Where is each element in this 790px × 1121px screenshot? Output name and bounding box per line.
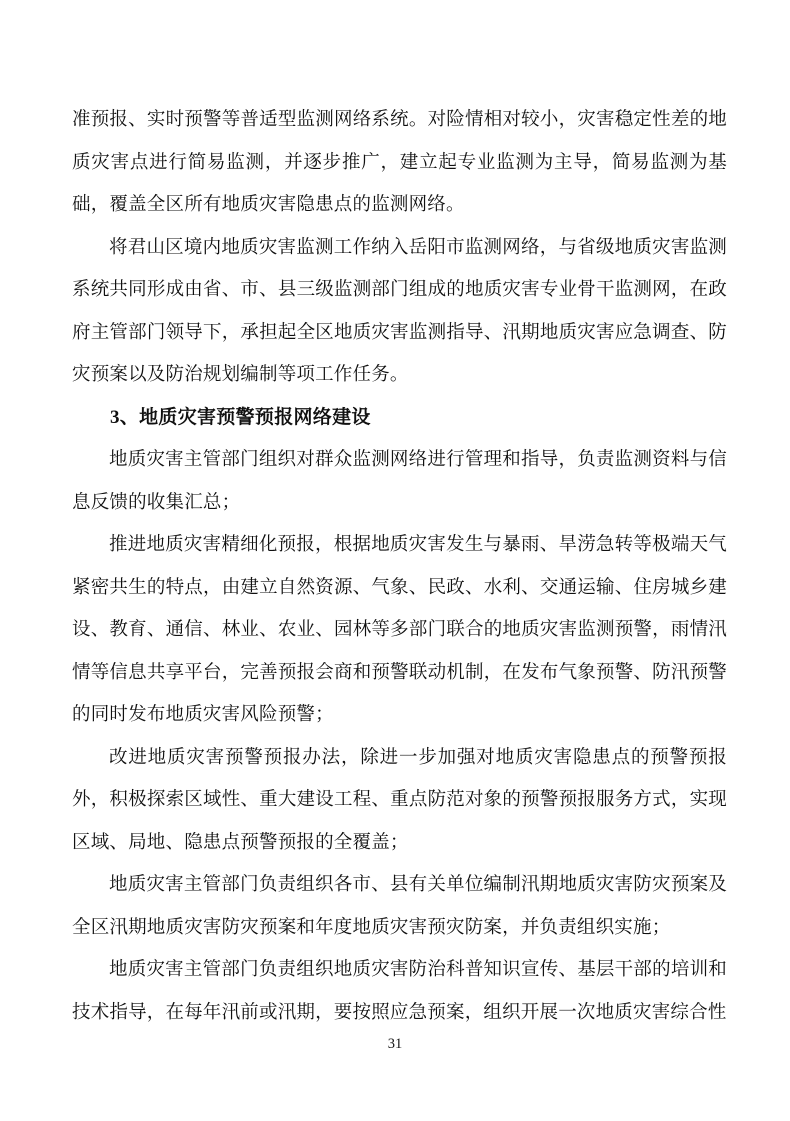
paragraph-warning-methods: 改进地质灾害预警预报办法，除进一步加强对地质灾害隐患点的预警预报外，积极探索区域性、重大建设工程、重点防范对象的预警预报服务方式，实现区域、局地、隐患点预警预报的全覆盖；: [72, 747, 727, 853]
section-heading-3: 3、地质灾害预警预报网络建设: [110, 406, 371, 428]
paragraph-refined-forecast: 推进地质灾害精细化预报，根据地质灾害发生与暴雨、旱涝急转等极端天气紧密共生的特点，由建立自然资源、气象、民政、水利、交通运输、住房城乡建设、教育、通信、林业、农业、园林等多部门联合的地质灾害监测预警，雨情汛情等信息共享平台，完善预报会商和预警联动机制，在发布气象预警、防汛预警的同时发布地质灾害风险预警；: [72, 535, 727, 725]
paragraph-monitoring-network: 将君山区境内地质灾害监测工作纳入岳阳市监测网络，与省级地质灾害监测系统共同形成由省、市、县三级监测部门组成的地质灾害专业骨干监测网，在政府主管部门领导下，承担起全区地质灾害监测指导、汛期地质灾害应急调查、防灾预案以及防治规划编制等项工作任务。: [72, 237, 727, 385]
page-number: 31: [387, 1036, 403, 1052]
paragraph-science-training: 地质灾害主管部门负责组织地质灾害防治科普知识宣传、基层干部的培训和技术指导，在每年汛前或汛期，要按照应急预案，组织开展一次地质灾害综合性: [72, 960, 727, 1023]
paragraph-flood-season-plans: 地质灾害主管部门负责组织各市、县有关单位编制汛期地质灾害防灾预案及全区汛期地质灾害防灾预案和年度地质灾害预灾防案，并负责组织实施；: [72, 875, 727, 938]
paragraph-continuation: 准预报、实时预警等普适型监测网络系统。对险情相对较小，灾害稳定性差的地质灾害点进行简易监测，并逐步推广，建立起专业监测为主导，简易监测为基础，覆盖全区所有地质灾害隐患点的监测网络。: [72, 110, 727, 215]
paragraph-mass-monitoring: 地质灾害主管部门组织对群众监测网络进行管理和指导，负责监测资料与信息反馈的收集汇总；: [72, 450, 727, 513]
